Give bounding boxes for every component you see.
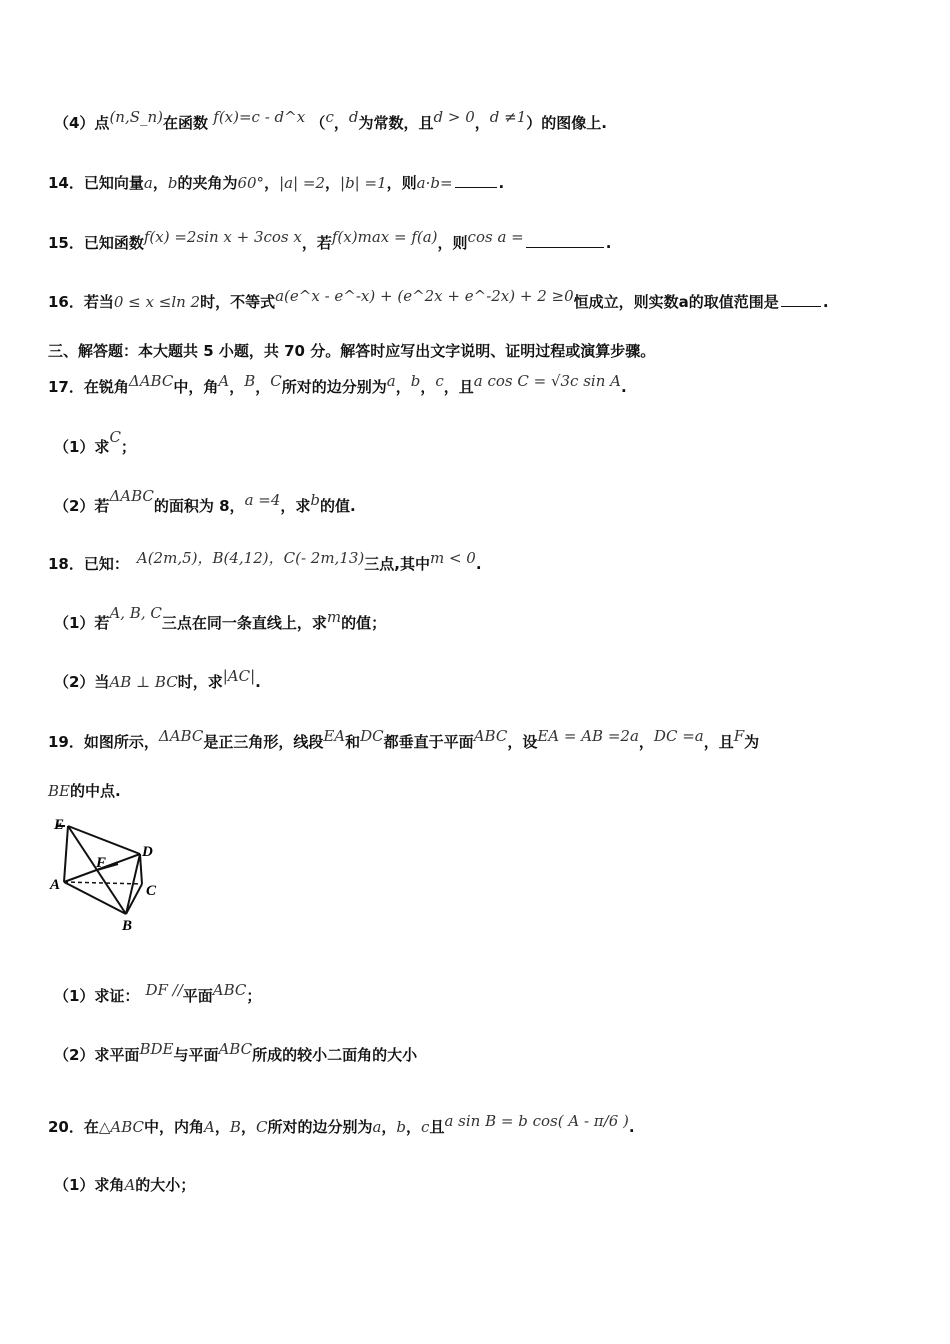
text: （1）若 xyxy=(54,614,110,632)
answer-blank xyxy=(781,305,821,307)
text: ，则 xyxy=(437,234,468,252)
math: c xyxy=(421,1118,430,1136)
label-f: F xyxy=(96,855,107,871)
math: c xyxy=(435,372,444,390)
math: EA xyxy=(323,727,346,745)
math: d > 0 xyxy=(433,108,475,126)
math: △ABC xyxy=(98,1118,145,1136)
text: 16．若当 xyxy=(48,293,114,311)
text: ， xyxy=(240,1118,256,1136)
text: 的夹角为 xyxy=(177,174,238,192)
text: . xyxy=(628,1118,635,1136)
text: （1）求证： xyxy=(54,987,140,1005)
text: 所成的较小二面角的大小 xyxy=(252,1046,418,1064)
text: ）的图像上. xyxy=(526,114,607,132)
math: b xyxy=(396,1118,407,1136)
math: ΔABC xyxy=(109,487,154,505)
question-16 xyxy=(48,287,829,312)
math: A xyxy=(124,1176,136,1194)
math: ABC xyxy=(212,981,247,999)
math: f(x) =2sin x + 3cos x xyxy=(143,228,302,246)
math: d xyxy=(348,108,359,126)
text: 的值. xyxy=(320,497,356,515)
math: C xyxy=(270,372,282,390)
math: |a| =2 xyxy=(279,174,326,192)
math: DC xyxy=(360,727,384,745)
math: F xyxy=(733,727,745,745)
text: . xyxy=(620,378,627,396)
math: BE xyxy=(48,782,70,800)
math: ΔABC xyxy=(128,372,174,390)
text: ，求 xyxy=(280,497,311,515)
label-d: D xyxy=(142,844,153,860)
text: ， xyxy=(333,114,349,132)
text: 时，不等式 xyxy=(200,293,276,311)
text: 15．已知函数 xyxy=(48,234,144,252)
math: A(2m,5)，B(4,12)，C(- 2m,13) xyxy=(136,549,365,567)
math: B xyxy=(229,1118,241,1136)
text: 在函数 xyxy=(163,114,209,132)
text: 的值； xyxy=(341,614,387,632)
text: ， xyxy=(381,1118,397,1136)
math: m < 0 xyxy=(429,549,476,567)
math: (n,S_n) xyxy=(109,108,164,126)
text: 所对的边分别为 xyxy=(267,1118,373,1136)
question-18-part-2 xyxy=(54,667,261,692)
text: （4）点 xyxy=(54,114,110,132)
question-19 xyxy=(48,727,760,752)
math: ABC xyxy=(473,727,508,745)
section-3-heading xyxy=(48,340,655,361)
math: a xyxy=(386,372,396,390)
text: 为 xyxy=(744,733,760,751)
item-4-line xyxy=(54,108,607,133)
text: ； xyxy=(120,438,136,456)
question-14 xyxy=(48,172,504,193)
text: ， xyxy=(255,378,271,396)
text: 与平面 xyxy=(173,1046,219,1064)
math: a cos C = √3c sin A xyxy=(473,372,621,390)
text: 是正三角形，线段 xyxy=(203,733,324,751)
edge-ed xyxy=(68,826,140,854)
math: C xyxy=(109,428,121,446)
text: 且 xyxy=(429,1118,445,1136)
text: 的大小； xyxy=(135,1176,196,1194)
label-b: B xyxy=(122,918,133,934)
math: = xyxy=(439,174,453,192)
text: 18．已知： xyxy=(48,555,129,573)
question-17-part-2 xyxy=(54,487,356,516)
answer-blank xyxy=(526,246,604,248)
text: 中，内角 xyxy=(144,1118,205,1136)
text: 所对的边分别为 xyxy=(281,378,387,396)
edge-cb xyxy=(126,884,142,914)
math: a xyxy=(372,1118,382,1136)
text: 和 xyxy=(345,733,361,751)
math: 0 ≤ x ≤ln 2 xyxy=(113,293,201,311)
text: （ xyxy=(310,114,326,132)
text: （1）求角 xyxy=(54,1176,125,1194)
math: BDE xyxy=(139,1040,174,1058)
math: |b| =1 xyxy=(340,174,387,192)
math: cos a = xyxy=(467,228,524,246)
math: AB ⊥ BC xyxy=(109,673,178,691)
text: （1）求 xyxy=(54,438,110,456)
question-19-part-2 xyxy=(54,1040,418,1065)
text: 17．在锐角 xyxy=(48,378,129,396)
text: 的面积为 8， xyxy=(153,497,245,515)
text: 恒成立，则实数 xyxy=(573,293,679,311)
text: a xyxy=(678,293,689,311)
math: A xyxy=(204,1118,215,1136)
math: A, B, C xyxy=(109,604,162,622)
math: d ≠1 xyxy=(489,108,527,126)
text: 三点,其中 xyxy=(364,555,430,573)
label-c: C xyxy=(146,883,157,899)
math: DF // xyxy=(145,981,183,999)
text: ，且 xyxy=(443,378,474,396)
text: （2）求平面 xyxy=(54,1046,140,1064)
math: m xyxy=(326,608,342,626)
text: . xyxy=(605,234,612,252)
text: 的取值范围是 xyxy=(688,293,779,311)
math: a sin B = b cos( A - π/6 ) xyxy=(444,1112,629,1130)
math: |AC| xyxy=(222,667,256,685)
text: 时，求 xyxy=(177,673,223,691)
text: 三点在同一条直线上，求 xyxy=(161,614,327,632)
math: c xyxy=(325,108,334,126)
math: ABC xyxy=(218,1040,253,1058)
text: . xyxy=(498,174,505,192)
text: ， xyxy=(264,174,280,192)
math: b xyxy=(310,491,321,509)
text: ； xyxy=(246,987,262,1005)
math: b xyxy=(167,174,178,192)
answer-blank xyxy=(455,186,497,188)
text: . xyxy=(822,293,829,311)
math: a(e^x - e^-x) + (e^2x + e^-2x) + 2 ≥0 xyxy=(275,287,574,305)
text: 的中点. xyxy=(69,782,121,800)
text: ， xyxy=(474,114,490,132)
question-15 xyxy=(48,228,612,253)
math: a =4 xyxy=(244,491,281,509)
question-17 xyxy=(48,372,627,397)
question-19-part-1 xyxy=(54,981,262,1006)
question-20-part-1 xyxy=(54,1174,195,1195)
text: （2）当 xyxy=(54,673,110,691)
math: a·b xyxy=(416,174,440,192)
text: ， xyxy=(214,1118,230,1136)
math: A xyxy=(218,372,230,390)
text: ， xyxy=(395,378,411,396)
question-18 xyxy=(48,549,482,574)
math: EA = AB =2a xyxy=(537,727,639,745)
question-18-part-1 xyxy=(54,604,387,633)
text: ，且 xyxy=(703,733,734,751)
math: 60° xyxy=(237,174,265,192)
text: （2）若 xyxy=(54,497,110,515)
text: 为常数，且 xyxy=(358,114,434,132)
question-19-continued xyxy=(48,780,121,801)
math: C xyxy=(255,1118,268,1136)
pyramid-figure xyxy=(48,812,168,934)
text: 平面 xyxy=(182,987,213,1005)
math: f(x)max = f(a) xyxy=(331,228,438,246)
text: ， xyxy=(638,733,654,751)
math: ΔABC xyxy=(158,727,204,745)
label-a: A xyxy=(50,877,61,893)
edge-ab xyxy=(64,882,126,914)
text: ， xyxy=(229,378,245,396)
math: f(x)=c - d^x xyxy=(213,108,306,126)
text: ， xyxy=(406,1118,422,1136)
math: DC =a xyxy=(653,727,704,745)
text: ， xyxy=(420,378,436,396)
text: ，若 xyxy=(301,234,332,252)
label-e: E xyxy=(54,817,65,833)
question-17-part-1 xyxy=(54,428,136,457)
question-20 xyxy=(48,1112,635,1137)
math: B xyxy=(244,372,256,390)
text: ，则 xyxy=(386,174,417,192)
text: 19．如图所示， xyxy=(48,733,159,751)
math: b xyxy=(410,372,421,390)
section-title: 三、解答题：本大题共 5 小题，共 70 分。解答时应写出文字说明、证明过程或演算步骤。 xyxy=(48,342,656,360)
text: 20．在 xyxy=(48,1118,99,1136)
edge-ea xyxy=(64,826,68,882)
text: . xyxy=(475,555,482,573)
text: ，设 xyxy=(507,733,538,751)
text: 中，角 xyxy=(173,378,219,396)
text: ， xyxy=(325,174,341,192)
edge-ac-hidden xyxy=(64,882,142,884)
math: a xyxy=(143,174,153,192)
text: ， xyxy=(152,174,168,192)
text: 14．已知向量 xyxy=(48,174,144,192)
text: . xyxy=(255,673,261,691)
text: 都垂直于平面 xyxy=(383,733,474,751)
